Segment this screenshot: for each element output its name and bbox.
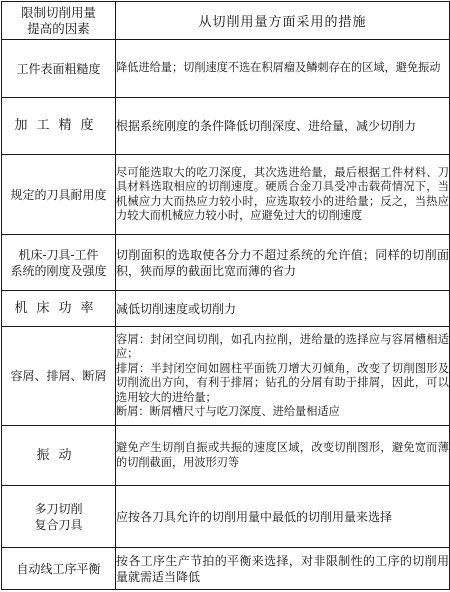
factor-cell bbox=[2, 235, 116, 291]
factor-label: 振动 bbox=[36, 447, 81, 463]
factor-label: 机床功率 bbox=[14, 300, 103, 316]
measure-text: 减低切削速度或切削力 bbox=[116, 301, 237, 316]
factor-label-line1: 机床-刀具-工件 bbox=[18, 247, 99, 262]
table-row bbox=[2, 40, 450, 98]
factor-label: 工件表面粗糙度 bbox=[16, 61, 101, 76]
header-factor-cell bbox=[2, 2, 116, 40]
measure-text: 降低进给量；切削速度不选在积屑瘤及鳞刺存在的区域，避免振动 bbox=[116, 61, 441, 75]
measure-text-chip-removal: 排屑：半封闭空间如圆柱平面铣刀增大刃倾角，改变了切削图形及切削流出方向，有利于排屑；钻孔的分屑有助于排屑，因此，可以选用较大的进给量； bbox=[116, 361, 449, 404]
factor-cell bbox=[2, 486, 116, 548]
factor-cell bbox=[2, 426, 116, 486]
measure-text: 避免产生切削自振或共振的速度区域，改变切削图形，避免宽而薄的切削截面，用波形刃等 bbox=[116, 441, 449, 469]
cutting-parameters-table bbox=[1, 1, 450, 590]
table-row bbox=[2, 327, 450, 426]
measure-cell bbox=[116, 426, 450, 486]
table-header-row bbox=[2, 2, 450, 40]
table-row bbox=[2, 155, 450, 235]
factor-label: 规定的刀具耐用度 bbox=[10, 187, 107, 202]
measure-cell bbox=[116, 155, 450, 235]
measure-text-chip-breaking: 断屑：断屑槽尺寸与吃刀深度、进给量相适应 bbox=[116, 405, 340, 418]
measure-cell bbox=[116, 291, 450, 327]
factor-label: 自动线工序平衡 bbox=[16, 561, 101, 576]
factor-cell bbox=[2, 548, 116, 590]
table-row bbox=[2, 98, 450, 155]
measure-cell bbox=[116, 40, 450, 98]
header-factor-line2: 提高的因素 bbox=[27, 20, 90, 36]
table-row bbox=[2, 548, 450, 590]
measure-cell bbox=[116, 486, 450, 548]
table-row bbox=[2, 291, 450, 327]
measure-cell bbox=[116, 327, 450, 426]
measure-cell bbox=[116, 548, 450, 590]
factor-cell bbox=[2, 98, 116, 155]
measure-text: 根据系统刚度的条件降低切削深度、进给量，减少切削力 bbox=[116, 119, 417, 133]
measure-text: 切削面积的选取使各分力不超过系统的允许值；同样的切削面积，狭而厚的截面比宽而薄的省力 bbox=[116, 247, 449, 278]
measure-cell bbox=[116, 98, 450, 155]
factor-cell bbox=[2, 155, 116, 235]
header-measures-cell: 从切削用量方面采用的措施 bbox=[116, 2, 450, 40]
table-row bbox=[2, 486, 450, 548]
factor-cell bbox=[2, 291, 116, 327]
measure-cell bbox=[116, 235, 450, 291]
measure-text-chip-space: 容屑：封闭空间切削，如孔内拉削，进给量的选择应与容屑槽相适应； bbox=[116, 332, 449, 360]
measure-text: 尽可能选取大的吃刀深度，其次选进给量，最后根据工件材料、刀具材料选取相应的切削速度。硬质合金刀具受冲击载荷情况下，当机械应力大而热应力较小时，应选取较小的进给量；反之，当热应力较大而机械应力较小时，应避免过大的切削速度 bbox=[116, 165, 449, 222]
factor-label-line1: 多刀切削 bbox=[34, 501, 83, 516]
factor-label: 加工精度 bbox=[14, 118, 103, 133]
factor-cell bbox=[2, 327, 116, 426]
table-row bbox=[2, 426, 450, 486]
measure-text: 按各工序生产节拍的平衡来选择，对非限制性的工序的切削用量就需适当降低 bbox=[116, 553, 449, 584]
factor-label-line2: 系统的刚度及强度 bbox=[10, 263, 107, 278]
factor-cell bbox=[2, 40, 116, 98]
table-row bbox=[2, 235, 450, 291]
factor-label: 容屑、排屑、断屑 bbox=[10, 369, 107, 383]
measure-text: 应按各刀具允许的切削用量中最低的切削用量来选择 bbox=[116, 509, 393, 524]
header-factor-line1: 限制切削用量 bbox=[20, 4, 96, 20]
factor-label-line2: 复合刀具 bbox=[34, 517, 83, 532]
